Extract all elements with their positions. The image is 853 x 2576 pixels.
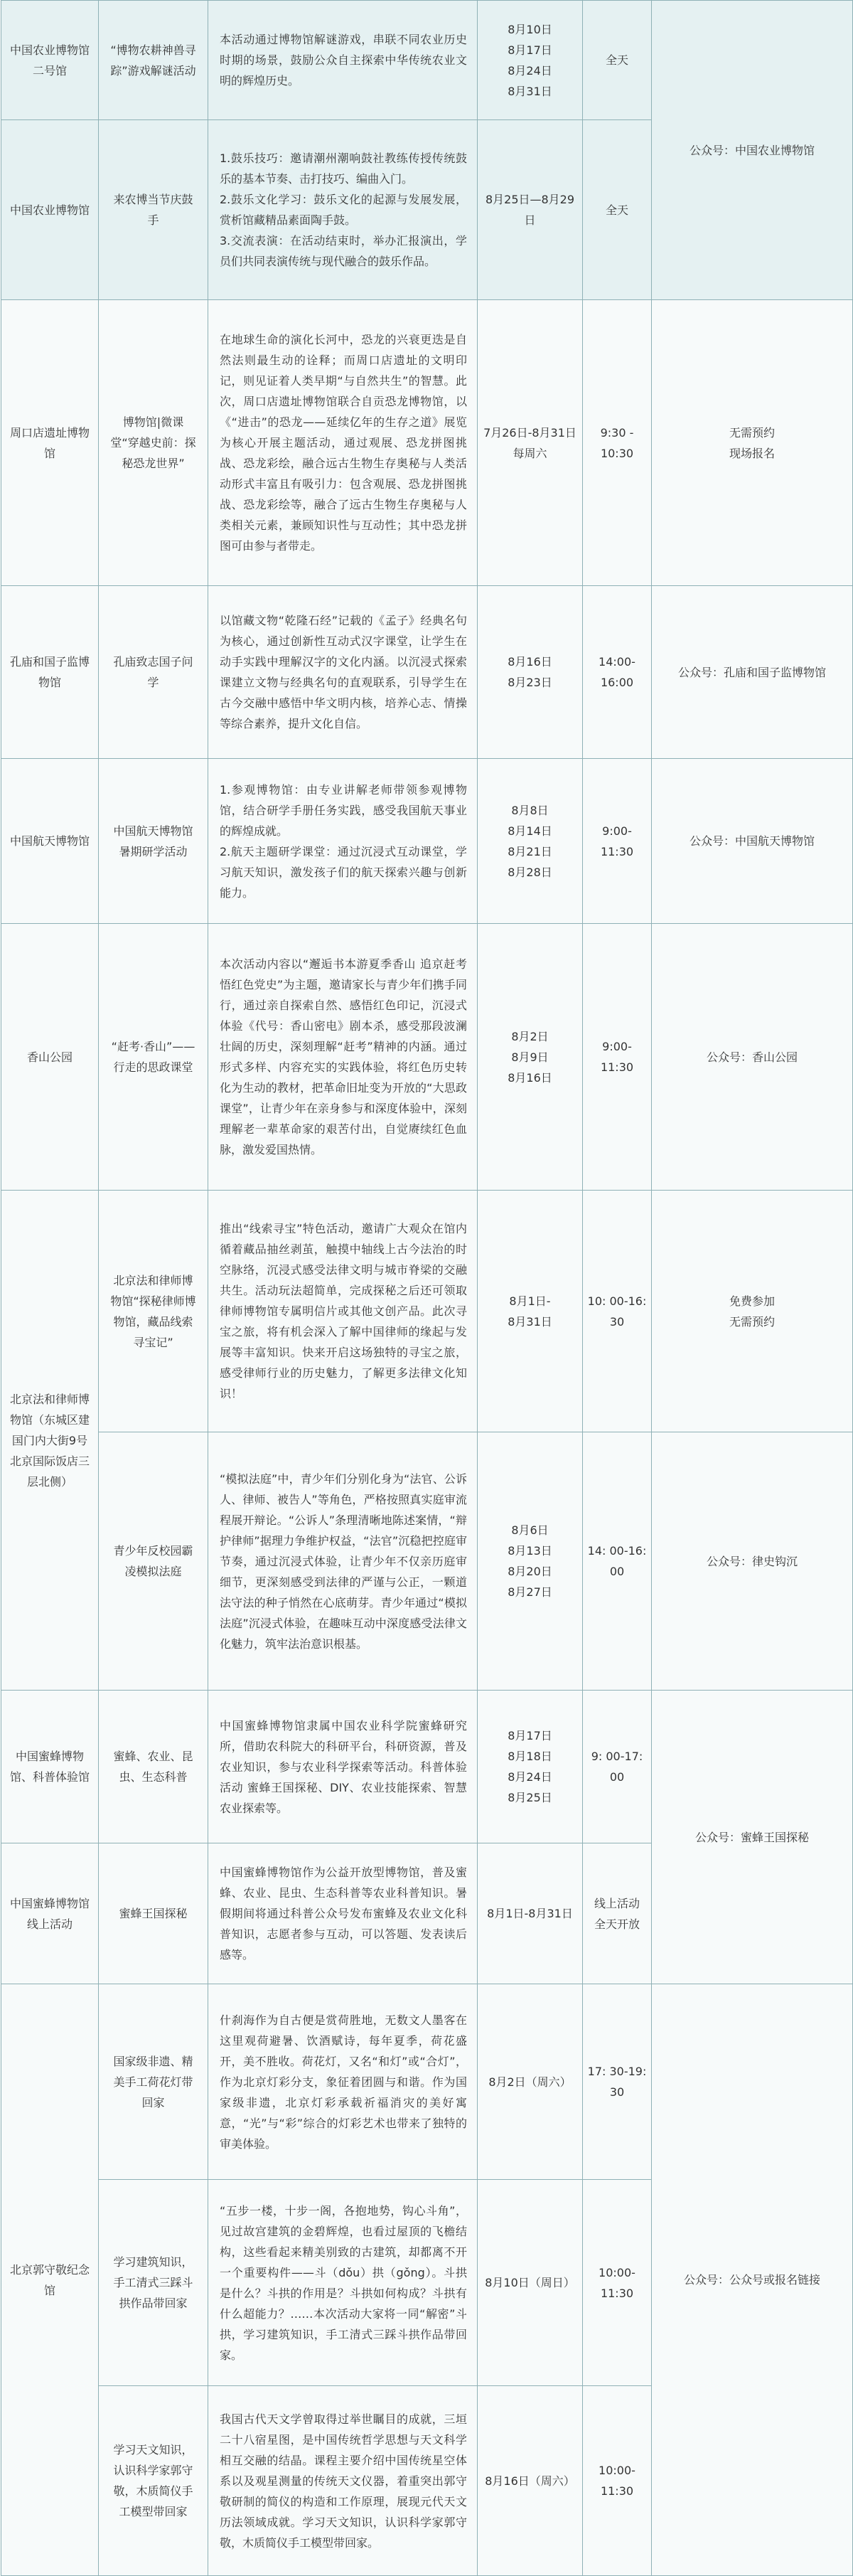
activity-description-cell	[208, 759, 478, 924]
activity-schedule-table	[1, 0, 853, 2576]
contact-cell: 公众号：蜜蜂王国探秘	[652, 1691, 853, 1984]
activity-description-cell: 本活动通过博物馆解谜游戏，串联不同农业历史时期的场景，鼓励公众自主探索中华传统农业文明的辉煌历史。	[208, 1, 478, 120]
activity-time-cell: 9:30 - 10:30	[583, 300, 652, 586]
activity-name-cell: 中国航天博物馆暑期研学活动	[99, 759, 208, 924]
activity-time-cell	[583, 1843, 652, 1984]
date-line: 8月23日	[508, 676, 552, 689]
table-row	[1, 1432, 853, 1691]
date-line: 8月17日	[508, 1729, 552, 1742]
date-line: 8月24日	[508, 1770, 552, 1784]
table-row	[1, 1191, 853, 1432]
activity-time-cell: 9: 00-17: 00	[583, 1691, 652, 1843]
venue-cell: 中国航天博物馆	[1, 759, 99, 924]
activity-description-cell: 推出“线索寻宝”特色活动，邀请广大观众在馆内循着藏品抽丝剥茧，触摸中轴线上古今法治的时空脉络，沉浸式感受法律文明与城市脊梁的交融共生。活动玩法超简单，完成探秘之后还可领取律师博物馆专属明信片或其他文创产品。此次寻宝之旅，将有机会深入了解中国律师的缘起与发展等丰富知识。快来开启这场独特的寻宝之旅，感受律师行业的历史魅力，了解更多法律文化知识！	[208, 1191, 478, 1432]
activity-name-cell: 北京法和律师博物馆“探秘律师博物馆，藏品线索寻宝记”	[99, 1191, 208, 1432]
activity-name-cell: 学习建筑知识，手工清式三踩斗拱作品带回家	[99, 2180, 208, 2386]
activity-dates-cell: 8月16日（周六）	[478, 2386, 583, 2576]
contact-cell: 公众号：中国航天博物馆	[652, 759, 853, 924]
date-line: 8月9日	[511, 1050, 549, 1064]
activity-description-cell: 我国古代天文学曾取得过举世瞩目的成就，三垣二十八宿星图，是中国传统哲学思想与天文科学相互交融的结晶。课程主要介绍中国传统星空体系以及观星测量的传统天文仪器，着重突出郭守敬研制的简仪的构造和工作原理，展现元代天文历法领域成就。学习天文知识，认识科学家郭守敬，木质简仪手工模型带回家。	[208, 2386, 478, 2576]
description-item: 1.参观博物馆：由专业讲解老师带领参观博物馆，结合研学手册任务实践，感受我国航天事业的辉煌成就。	[220, 782, 467, 838]
activity-name-cell: 国家级非遗、精美手工荷花灯带回家	[99, 1984, 208, 2180]
date-line: 8月31日	[508, 1314, 552, 1329]
time-line: 线上活动	[594, 1896, 640, 1910]
time-line: 全天开放	[594, 1917, 640, 1931]
date-line: 8月20日	[508, 1565, 552, 1578]
description-item: 3.交流表演：在活动结束时，举办汇报演出，学员们共同表演传统与现代融合的鼓乐作品。	[220, 234, 467, 268]
activity-dates-cell	[478, 300, 583, 586]
activity-time-cell: 14: 00-16: 00	[583, 1432, 652, 1691]
activity-description-cell: 什刹海作为自古便是赏荷胜地，无数文人墨客在这里观荷避暑、饮酒赋诗，每年夏季，荷花盛开，美不胜收。荷花灯，又名“和灯”或“合灯”，作为北京灯彩分支，象征着团圆与和谐。作为国家级非遗，北京灯彩承载祈福消灾的美好寓意，“光”与“彩”综合的灯彩艺术也带来了独特的审美体验。	[208, 1984, 478, 2180]
date-line: 8月8日	[511, 803, 549, 817]
activity-dates-cell	[478, 586, 583, 759]
date-line: 8月1日-	[509, 1294, 551, 1308]
activity-name-cell: 博物馆|微课堂“穿越史前：探秘恐龙世界”	[99, 300, 208, 586]
activity-dates-cell	[478, 1691, 583, 1843]
venue-cell: 周口店遗址博物馆	[1, 300, 99, 586]
activity-dates-cell	[478, 924, 583, 1191]
table-row	[1, 1691, 853, 1843]
contact-line: 无需预约	[729, 1314, 775, 1329]
activity-description-cell: “五步一楼，十步一阁，各抱地势，钩心斗角”，见过故宫建筑的金碧辉煌，也看过屋顶的飞檐结构，这些看起来精美别致的古建筑，却都离不开一个重要构件——斗（dǒu）拱（gǒng）。斗拱是什么？斗拱的作用是？斗拱如何构成？斗拱有什么超能力？……本次活动大家将一同“解密”斗拱，学习建筑知识，手工清式三踩斗拱作品带回家。	[208, 2180, 478, 2386]
contact-cell: 公众号：香山公园	[652, 924, 853, 1191]
activity-dates-cell: 8月1日-8月31日	[478, 1843, 583, 1984]
date-line: 8月31日	[508, 84, 552, 98]
date-line: 每周六	[513, 446, 547, 460]
contact-line: 免费参加	[729, 1294, 775, 1308]
activity-name-cell: 来农博当节庆鼓手	[99, 120, 208, 300]
activity-time-cell: 全天	[583, 120, 652, 300]
activity-dates-cell	[478, 759, 583, 924]
contact-cell: 公众号：公众号或报名链接	[652, 1984, 853, 2576]
date-line: 8月28日	[508, 865, 552, 879]
activity-name-cell: 学习天文知识，认识科学家郭守敬，木质简仪手工模型带回家	[99, 2386, 208, 2576]
activity-name-cell: 青少年反校园霸凌模拟法庭	[99, 1432, 208, 1691]
table-row	[1, 924, 853, 1191]
contact-line: 无需预约	[729, 425, 775, 440]
activity-dates-cell	[478, 1432, 583, 1691]
venue-cell: 香山公园	[1, 924, 99, 1191]
contact-cell	[652, 300, 853, 586]
date-line: 8月25日	[508, 1791, 552, 1804]
activity-name-cell: 孔庙致志国子问学	[99, 586, 208, 759]
date-line: 8月21日	[508, 844, 552, 858]
date-line: 8月24日	[508, 63, 552, 78]
table-row	[1, 1984, 853, 2180]
contact-cell: 公众号：中国农业博物馆	[652, 1, 853, 300]
activity-dates-cell: 8月25日—8月29日	[478, 120, 583, 300]
activity-time-cell: 14:00-16:00	[583, 586, 652, 759]
activity-description-cell: 在地球生命的演化长河中，恐龙的兴衰更迭是自然法则最生动的诠释；而周口店遗址的文明印记，则见证着人类早期“与自然共生”的智慧。此次，周口店遗址博物馆联合自贡恐龙博物馆，以《“进击”的恐龙——延续亿年的生存之道》展览为核心开展主题活动，通过观展、恐龙拼图挑战、恐龙彩绘，融合远古生物生存奥秘与人类活动形式丰富且有吸引力：包含观展、恐龙拼图挑战、恐龙彩绘等，融合了远古生物生存奥秘与人类相关元素，兼顾知识性与互动性；其中恐龙拼图可由参与者带走。	[208, 300, 478, 586]
activity-time-cell: 9:00-11:30	[583, 759, 652, 924]
contact-line: 现场报名	[729, 446, 775, 460]
table-row	[1, 300, 853, 586]
venue-cell: 中国蜜蜂博物馆、科普体验馆	[1, 1691, 99, 1843]
activity-description-cell: “模拟法庭”中，青少年们分别化身为“法官、公诉人、律师、被告人”等角色，严格按照真实庭审流程展开辩论。“公诉人”条理清晰地陈述案情，“辩护律师”据理力争维护权益，“法官”沉稳把控庭审节奏，通过沉浸式体验，让青少年不仅亲历庭审细节，更深刻感受到法律的严谨与公正，一颗道法守法的种子悄然在心底萌芽。青少年通过“模拟法庭”沉浸式体验，在趣味互动中深度感受法律文化魅力，筑牢法治意识根基。	[208, 1432, 478, 1691]
date-line: 8月27日	[508, 1585, 552, 1599]
activity-time-cell: 10:00-11:30	[583, 2180, 652, 2386]
activity-dates-cell	[478, 1, 583, 120]
table-row	[1, 1, 853, 120]
activity-description-cell	[208, 120, 478, 300]
date-line: 8月13日	[508, 1544, 552, 1558]
description-item: 1.鼓乐技巧：邀请潮州潮响鼓社教练传授传统鼓乐的基本节奏、击打技巧、编曲入门。	[220, 151, 467, 186]
activity-description-cell: 中国蜜蜂博物馆隶属中国农业科学院蜜蜂研究所，借助农科院大的科研平台，科研资源，普及农业知识，参与农业科学探索等活动。科普体验活动 蜜蜂王国探秘、DIY、农业技能探索、智慧农业探索等。	[208, 1691, 478, 1843]
venue-cell: 中国农业博物馆二号馆	[1, 1, 99, 120]
contact-cell: 公众号：律史钩沉	[652, 1432, 853, 1691]
venue-cell: 中国农业博物馆	[1, 120, 99, 300]
activity-name-cell: 蜜蜂、农业、昆虫、生态科普	[99, 1691, 208, 1843]
date-line: 8月10日	[508, 22, 552, 36]
description-item: 2.航天主题研学课堂：通过沉浸式互动课堂，学习航天知识，激发孩子们的航天探索兴趣与创新能力。	[220, 844, 467, 900]
venue-cell: 北京郭守敬纪念馆	[1, 1984, 99, 2576]
activity-dates-cell: 8月2日（周六）	[478, 1984, 583, 2180]
activity-description-cell: 中国蜜蜂博物馆作为公益开放型博物馆，普及蜜蜂、农业、昆虫、生态科普等农业科普知识。暑假期间将通过科普公众号发布蜜蜂及农业文化科普知识，志愿者参与互动，可以答题、发表读后感等。	[208, 1843, 478, 1984]
activity-time-cell: 10:00-11:30	[583, 2386, 652, 2576]
activity-name-cell: “博物农耕神兽寻踪”游戏解谜活动	[99, 1, 208, 120]
activity-dates-cell	[478, 1191, 583, 1432]
date-line: 7月26日-8月31日	[483, 425, 576, 440]
activity-time-cell: 17: 30-19: 30	[583, 1984, 652, 2180]
venue-cell: 北京法和律师博物馆（东城区建国门内大街9号北京国际饭店三层北侧）	[1, 1191, 99, 1691]
date-line: 8月2日	[511, 1029, 549, 1043]
table-row	[1, 759, 853, 924]
activity-time-cell: 全天	[583, 1, 652, 120]
date-line: 8月17日	[508, 43, 552, 57]
activity-time-cell: 9:00-11:30	[583, 924, 652, 1191]
date-line: 8月14日	[508, 824, 552, 838]
venue-cell: 孔庙和国子监博物馆	[1, 586, 99, 759]
activity-dates-cell: 8月10日（周日）	[478, 2180, 583, 2386]
contact-cell	[652, 1191, 853, 1432]
activity-description-cell: 本次活动内容以“邂逅书本游夏季香山 追京赶考悟红色党史”为主题，邀请家长与青少年们携手同行，通过亲自探索自然、感悟红色印记，沉浸式体验《代号：香山密电》剧本杀，感受那段波澜壮阔的历史，深刻理解“赶考”精神的内涵。通过形式多样、内容充实的实践体验，将红色历史转化为生动的教材，把革命旧址变为开放的“大思政课堂”，让青少年在亲身参与和深度体验中，深刻理解老一辈革命家的艰苦付出，自觉赓续红色血脉，激发爱国热情。	[208, 924, 478, 1191]
date-line: 8月16日	[508, 655, 552, 669]
date-line: 8月6日	[511, 1523, 549, 1537]
venue-cell: 中国蜜蜂博物馆线上活动	[1, 1843, 99, 1984]
date-line: 8月16日	[508, 1070, 552, 1085]
table-row	[1, 586, 853, 759]
activity-time-cell: 10: 00-16: 30	[583, 1191, 652, 1432]
activity-name-cell: “赶考·香山”——行走的思政课堂	[99, 924, 208, 1191]
activity-name-cell: 蜜蜂王国探秘	[99, 1843, 208, 1984]
description-item: 2.鼓乐文化学习：鼓乐文化的起源与发展发展，赏析馆藏精品素面陶手鼓。	[220, 193, 467, 227]
activity-description-cell: 以馆藏文物“乾隆石经”记载的《孟子》经典名句为核心，通过创新性互动式汉字课堂，让学生在动手实践中理解汉字的文化内涵。以沉浸式探索课建立文物与经典名句的直观联系，引导学生在古今交融中感悟中华文明内核，培养心志、情操等综合素养，提升文化自信。	[208, 586, 478, 759]
date-line: 8月18日	[508, 1750, 552, 1763]
contact-cell: 公众号：孔庙和国子监博物馆	[652, 586, 853, 759]
